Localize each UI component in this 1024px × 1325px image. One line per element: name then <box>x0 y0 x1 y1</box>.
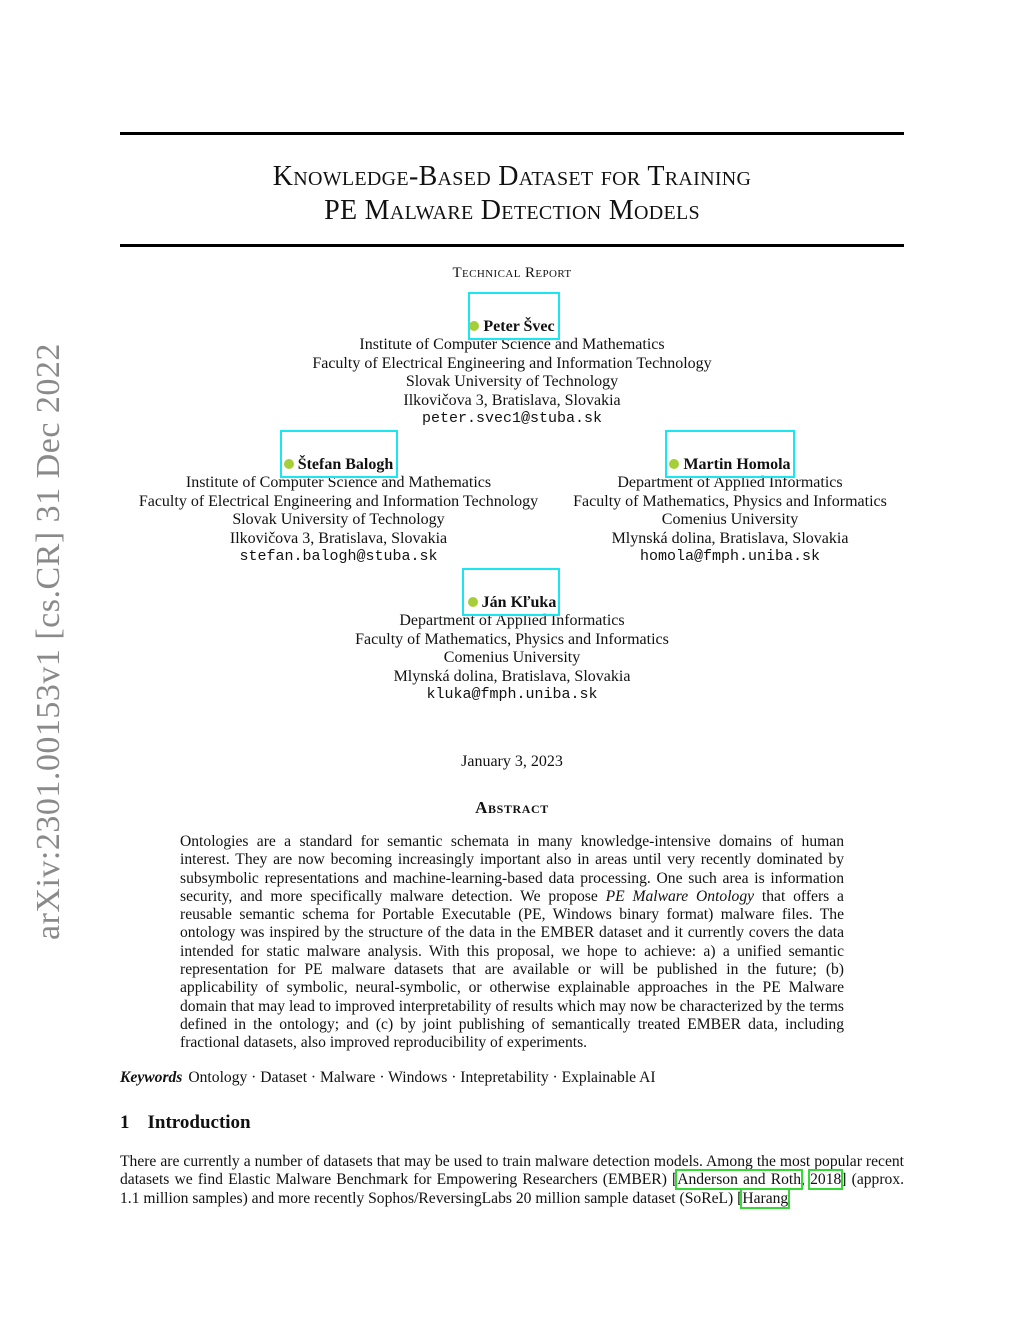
abstract-emphasis: PE Malware Ontology <box>605 887 755 905</box>
author-email: peter.svec1@stuba.sk <box>421 410 603 428</box>
affiliation-line: Ilkovičova 3, Bratislava, Slovakia <box>403 391 621 409</box>
keywords-list: Ontology · Dataset · Malware · Windows · Intepretability · Explainable AI <box>188 1069 656 1086</box>
affiliation-line: Department of Applied Informatics <box>617 474 843 492</box>
section-title: Introduction <box>147 1112 251 1133</box>
title-rule-top <box>120 132 904 135</box>
author-block-2 <box>120 456 557 566</box>
citation-link[interactable]: Anderson and Roth <box>677 1171 802 1189</box>
author-block-4 <box>262 594 762 704</box>
author-name: Ján Kľuka <box>481 594 557 611</box>
title-line-2: PE Malware Detection Models <box>324 195 700 226</box>
affiliation-line: Comenius University <box>661 511 799 529</box>
abstract-part-1: Ontologies are a standard for semantic schemata in many knowledge-intensive domains of human interest. They are now becoming increasingly important also in areas until very recently dominated by subsymbolic representations and machine-learning-based data processing. One such area is information security, and more specifically malware detection. We propose <box>180 833 844 905</box>
affiliation-line: Institute of Computer Science and Mathematics <box>359 336 665 354</box>
affiliation-line: Mlynská dolina, Bratislava, Slovakia <box>393 667 631 685</box>
author-block-1 <box>262 318 762 428</box>
title-rule-bottom <box>120 244 904 247</box>
affiliation-line: Institute of Computer Science and Mathematics <box>185 474 492 492</box>
affiliation-line: Comenius University <box>443 649 581 667</box>
orcid-icon[interactable] <box>284 459 294 469</box>
report-type: Technical Report <box>452 265 572 281</box>
affiliation-line: Slovak University of Technology <box>405 373 619 391</box>
author-email: homola@fmph.uniba.sk <box>639 548 821 566</box>
abstract-part-2: that offers a reusable semantic schema for Portable Executable (PE, Windows binary format) malware files. The ontology was inspired by the structure of the data in the EMBER dataset and it currently covers the data intended for static malware analysis. With this proposal, we hope to achieve: a) a unified semantic representation for PE malware datasets that are available or will be published in the future; (b) applicability of symbolic, neural-symbolic, or otherwise explainable approaches in the PE Malware domain that may lead to improved interpretability of results which may now be characterized by the terms defined in the ontology; and (c) by joint publishing of semantically treated EMBER data, including fractional datasets, also improved reproducibility of experiments. <box>180 887 844 1052</box>
intro-text-1: There are currently a number of datasets that may be used to train malware detection models. Among the most popular recent datasets we find Elastic Malware Benchmark for Empowering Researchers (EMBER) [ <box>120 1153 904 1189</box>
citation-separator: , <box>801 1171 811 1189</box>
citation-link[interactable]: Harang <box>742 1189 789 1207</box>
paper-date: January 3, 2023 <box>461 753 563 770</box>
affiliation-line: Faculty of Electrical Engineering and Information Technology <box>312 354 712 372</box>
intro-text-2: ] (approx. 1.1 million samples) and more recently Sophos/ReversingLabs 20 million sample dataset (SoReL) [ <box>120 1171 905 1207</box>
intro-paragraph <box>120 1153 904 1208</box>
author-name: Martin Homola <box>683 456 791 473</box>
keywords-label: Keywords <box>120 1069 183 1086</box>
affiliation-line: Faculty of Mathematics, Physics and Informatics <box>573 492 887 510</box>
section-heading <box>120 1112 251 1134</box>
arxiv-stamp: arXiv:2301.00153v1 [cs.CR] 31 Dec 2022 <box>30 343 67 940</box>
orcid-icon[interactable] <box>468 597 478 607</box>
author-email: kluka@fmph.uniba.sk <box>426 686 598 704</box>
author-block-3 <box>560 456 900 566</box>
abstract-text <box>180 833 844 1053</box>
title-line-1: Knowledge-Based Dataset for Training <box>272 161 752 192</box>
author-email: stefan.balogh@stuba.sk <box>239 548 438 566</box>
affiliation-line: Ilkovičova 3, Bratislava, Slovakia <box>229 529 448 547</box>
abstract-heading: Abstract <box>475 798 549 817</box>
affiliation-line: Faculty of Electrical Engineering and Information Technology <box>138 492 539 510</box>
citation-link[interactable]: 2018 <box>810 1171 842 1189</box>
keywords <box>120 1069 656 1087</box>
paper-title <box>120 160 904 228</box>
affiliation-line: Faculty of Mathematics, Physics and Informatics <box>355 630 669 648</box>
affiliation-line: Department of Applied Informatics <box>399 612 625 630</box>
author-name: Peter Švec <box>483 318 555 335</box>
affiliation-line: Mlynská dolina, Bratislava, Slovakia <box>611 529 849 547</box>
author-name: Štefan Balogh <box>297 456 394 473</box>
section-number: 1 <box>120 1112 130 1133</box>
affiliation-line: Slovak University of Technology <box>232 511 445 529</box>
